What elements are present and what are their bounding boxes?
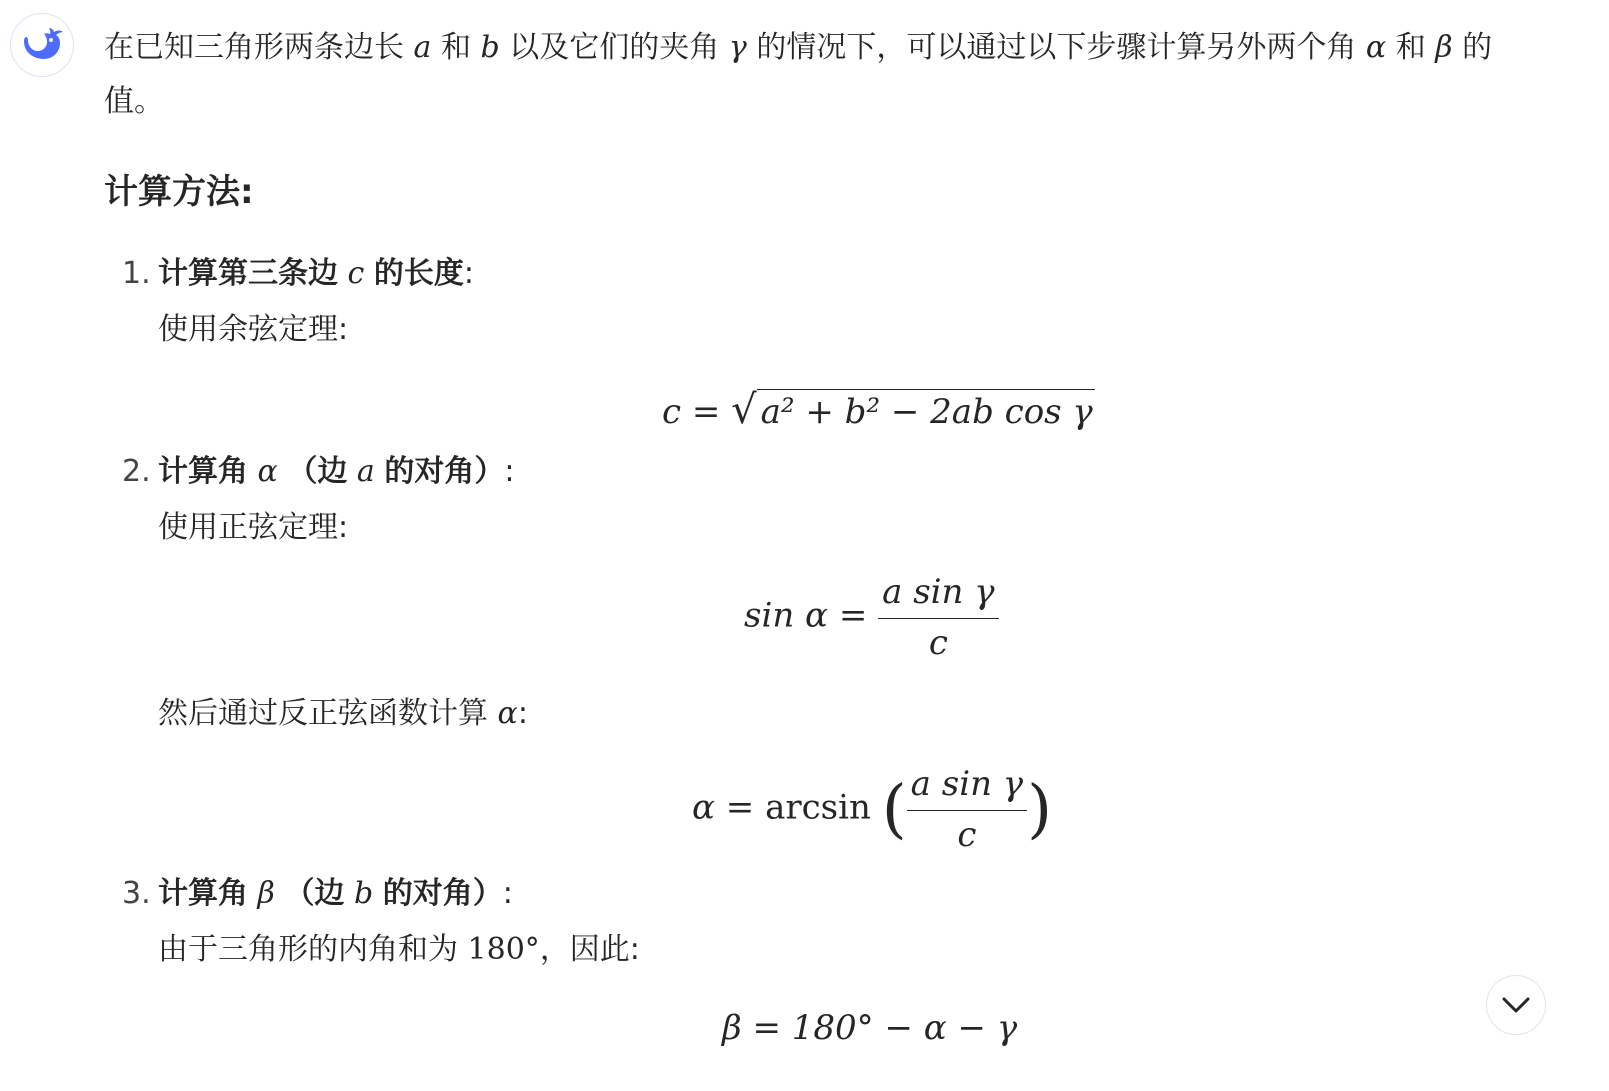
colon: : xyxy=(502,876,513,911)
formula-lhs: c xyxy=(662,392,682,432)
step-title-text: 计算第三条边 xyxy=(158,256,338,291)
step-title-text: 计算角 xyxy=(158,454,248,489)
step-2-title xyxy=(158,452,514,492)
fraction-numerator: a sin γ xyxy=(878,572,998,619)
colon: : xyxy=(463,256,475,291)
step-title-text: 的对角） xyxy=(382,876,503,911)
step-1-title xyxy=(158,254,474,294)
formula-func: arcsin xyxy=(765,787,871,828)
var-gamma: γ xyxy=(728,30,747,65)
step-2-desc: 使用正弦定理: xyxy=(158,510,349,545)
var-b: b xyxy=(480,30,500,65)
intro-text: 和 xyxy=(1395,30,1426,65)
sqrt-sign: √ xyxy=(731,387,757,433)
step-2-desc-2 xyxy=(158,694,528,734)
formula-lhs: α xyxy=(692,787,715,828)
desc-text: 然后通过反正弦函数计算 xyxy=(158,696,488,731)
desc-text: 由于三角形的内角和为 xyxy=(158,932,458,967)
formula-eq: = xyxy=(725,787,755,828)
step-number: 3. xyxy=(122,876,151,911)
section-heading: 计算方法: xyxy=(104,172,254,212)
var-alpha: α xyxy=(257,454,278,489)
step-number: 2. xyxy=(122,454,151,489)
var-a: a xyxy=(356,454,375,489)
arcsin-formula xyxy=(692,764,1052,855)
step-title-text: （边 xyxy=(287,454,348,489)
step-title-text: （边 xyxy=(284,876,345,911)
fraction-denominator: c xyxy=(928,623,948,663)
intro-line-1 xyxy=(104,28,1492,68)
step-title-text: 的对角） xyxy=(384,454,505,489)
intro-text: 的 xyxy=(1462,30,1493,65)
var-alpha: α xyxy=(1365,30,1387,65)
colon: : xyxy=(504,454,515,489)
paren-left: ( xyxy=(881,772,907,847)
var-beta: β xyxy=(257,876,275,911)
beta-formula: β = 180° − α − γ xyxy=(722,1008,1018,1048)
var-alpha: α xyxy=(497,696,518,731)
step-title-text: 计算角 xyxy=(158,876,248,911)
formula-radicand: a² + b² − 2ab cos γ xyxy=(757,389,1095,432)
formula-lhs: sin α xyxy=(744,595,828,636)
colon: : xyxy=(517,696,528,731)
scroll-to-bottom-button[interactable] xyxy=(1486,975,1546,1035)
law-of-sines-formula xyxy=(744,572,999,663)
var-a: a xyxy=(413,30,432,65)
law-of-cosines-formula xyxy=(662,387,1095,433)
intro-line-2: 值。 xyxy=(104,84,164,119)
angle-sum-value: 180° xyxy=(467,932,540,967)
formula-eq: = xyxy=(838,595,868,636)
formula-eq: = xyxy=(691,392,721,432)
intro-text: 在已知三角形两条边长 xyxy=(104,30,404,65)
intro-text: 以及它们的夹角 xyxy=(509,30,720,65)
step-3-desc xyxy=(158,930,640,970)
var-c: c xyxy=(347,256,365,291)
var-b: b xyxy=(353,876,374,911)
fraction-denominator: c xyxy=(957,815,977,855)
intro-text: 的情况下，可以通过以下步骤计算另外两个角 xyxy=(756,30,1357,65)
fraction-numerator: a sin γ xyxy=(907,764,1027,811)
step-3-title xyxy=(158,874,513,914)
chevron-down-icon xyxy=(1501,995,1531,1015)
desc-text: ，因此: xyxy=(539,932,640,967)
fraction xyxy=(878,572,998,663)
intro-text: 和 xyxy=(440,30,471,65)
var-beta: β xyxy=(1435,30,1453,65)
step-title-text: 的长度 xyxy=(373,256,464,291)
paren-right: ) xyxy=(1027,772,1053,847)
step-number: 1. xyxy=(122,256,151,291)
step-1-desc: 使用余弦定理: xyxy=(158,312,349,347)
fraction xyxy=(907,764,1027,855)
